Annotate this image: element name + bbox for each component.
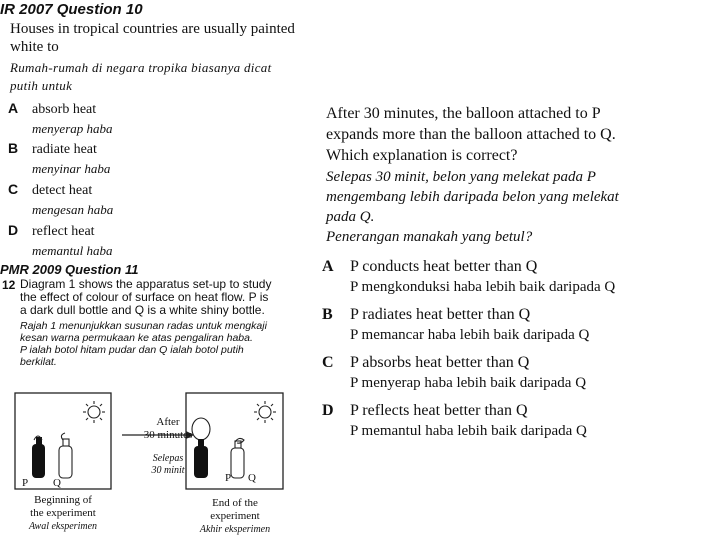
q2009-option-b[interactable]: B P radiates heat better than Q P memancar haba lebih baik daripada Q <box>322 306 590 343</box>
q2009-header: PMR 2009 Question 11 <box>0 262 139 277</box>
label-p-left: P <box>22 477 29 489</box>
bottle-q-white-left <box>59 433 72 478</box>
diagram-arrow-label-ms: Selepas 30 minit <box>151 453 185 476</box>
q2007-stem-en: Houses in tropical countries are usually painted white to <box>10 21 295 55</box>
q2009-option-c[interactable]: C P absorbs heat better than Q P menyerap haba lebih baik daripada Q <box>322 354 587 391</box>
label-q-left: Q <box>53 477 61 489</box>
q2009-question-ms: Selepas 30 minit, belon yang melekat pada P mengembang lebih daripada belon yang melekat pada Q. Penerangan manakah yang betul? <box>326 169 619 245</box>
caption-end: End of the experiment Akhir eksperimen <box>199 497 271 535</box>
q2007-option-d[interactable]: D reflect heat memantul haba <box>8 222 113 258</box>
label-q-right: Q <box>248 472 256 484</box>
q2009-option-d[interactable]: D P reflects heat better than Q P memantul haba lebih baik daripada Q <box>322 402 587 439</box>
q2007-option-b[interactable]: B radiate heat menyinar haba <box>8 140 111 176</box>
q2009-option-a[interactable]: A P conducts heat better than Q P mengkonduksi haba lebih baik daripada Q <box>322 258 616 295</box>
q2009-options <box>322 256 615 448</box>
label-p-right: P <box>225 472 232 484</box>
caption-beginning: Beginning of the experiment Awal eksperimen <box>28 494 98 532</box>
q2007-header: IR 2007 Question 10 <box>0 1 143 18</box>
q2007-option-a[interactable]: A absorb heat menyerap haba <box>8 100 113 136</box>
q2007-options <box>8 99 113 261</box>
sun-icon-right <box>254 401 276 423</box>
sun-icon-left <box>83 401 105 423</box>
q2007-option-c[interactable]: C detect heat mengesan haba <box>8 181 114 217</box>
q2009-stem-ms: Rajah 1 menunjukkan susunan radas untuk mengkaji kesan warna permukaan ke atas pengaliran haba. P ialah botol hitam pudar dan Q ialah botol putih berkilat. <box>20 320 267 368</box>
q2009-question-en: After 30 minutes, the balloon attached to P expands more than the balloon attached to Q. Which explanation is correct? <box>326 105 616 164</box>
diagram-arrow-label-en: After 30 minutes <box>143 416 193 441</box>
q2009-number: 12 <box>2 278 16 292</box>
bottle-q-white-right <box>231 438 244 478</box>
bottle-p-dark-left <box>32 436 45 478</box>
q2007-stem-ms: Rumah-rumah di negara tropika biasanya dicat putih untuk <box>10 60 272 93</box>
q2009-stem-en: Diagram 1 shows the apparatus set-up to study the effect of colour of surface on heat flow. P is a dark dull bottle and Q is a white shiny bottle. <box>20 277 272 317</box>
